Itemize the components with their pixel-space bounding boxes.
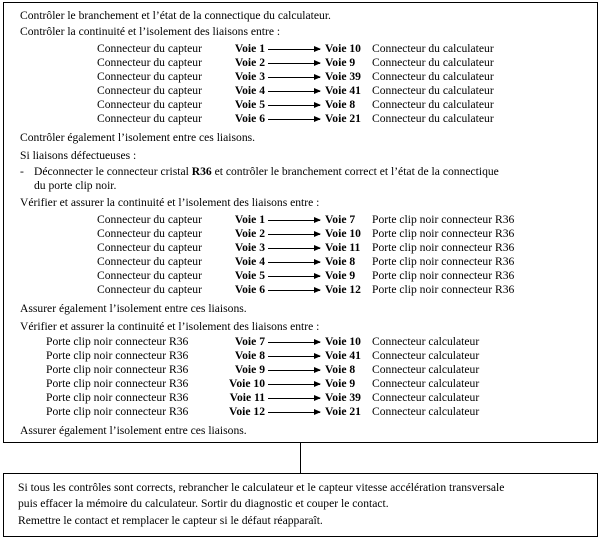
wiring-row	[4, 335, 594, 349]
target-voie: Voie 8	[325, 254, 356, 268]
source-connector: Connecteur du capteur	[97, 254, 202, 268]
wiring-row	[4, 283, 594, 297]
source-voie: Voie 1	[234, 42, 265, 55]
target-connector: Porte clip noir connecteur R36	[372, 282, 515, 296]
check-procedure-box	[3, 2, 598, 443]
arrow-right-icon	[268, 77, 320, 78]
arrow-right-icon	[268, 234, 320, 235]
arrow-right-icon	[268, 105, 320, 106]
source-connector: Connecteur du capteur	[97, 240, 202, 254]
wiring-row	[4, 213, 594, 227]
target-voie: Voie 9	[325, 268, 356, 282]
source-voie: Voie 4	[234, 83, 265, 97]
wiring-row	[4, 70, 594, 84]
target-connector: Connecteur calculateur	[372, 362, 480, 376]
source-voie: Voie 3	[234, 69, 265, 83]
target-voie: Voie 8	[325, 97, 356, 111]
target-connector: Connecteur calculateur	[372, 390, 480, 404]
source-connector: Connecteur du capteur	[97, 55, 202, 69]
source-connector: Connecteur du capteur	[97, 42, 202, 55]
target-voie: Voie 41	[325, 348, 361, 362]
connector-ref: R36	[191, 165, 212, 178]
source-voie: Voie 8	[234, 348, 265, 362]
result-box	[3, 473, 598, 537]
arrow-right-icon	[268, 119, 320, 120]
source-voie: Voie 4	[234, 254, 265, 268]
source-voie: Voie 6	[234, 111, 265, 125]
target-connector: Connecteur du calculateur	[372, 97, 494, 111]
source-voie: Voie 12	[229, 404, 265, 418]
source-connector: Porte clip noir connecteur R36	[46, 390, 189, 404]
arrow-right-icon	[268, 356, 320, 357]
isolation-text-2: Assurer également l’isolement entre ces liaisons.	[20, 302, 247, 315]
flow-connector-line	[300, 443, 301, 473]
source-voie: Voie 1	[234, 213, 265, 226]
source-connector: Connecteur du capteur	[97, 111, 202, 125]
wiring-row	[4, 56, 594, 70]
target-voie: Voie 11	[325, 240, 361, 254]
arrow-right-icon	[268, 220, 320, 221]
continuity-instruction-2: Vérifier et assurer la continuité et l’isolement des liaisons entre :	[20, 196, 320, 209]
source-connector: Connecteur du capteur	[97, 226, 202, 240]
arrow-right-icon	[268, 63, 320, 64]
result-line-1: Si tous les contrôles sont corrects, rebrancher le calculateur et le capteur vitesse accélération transversale	[18, 481, 505, 494]
source-connector: Connecteur du capteur	[97, 268, 202, 282]
arrow-right-icon	[268, 49, 320, 50]
arrow-right-icon	[268, 342, 320, 343]
target-connector: Porte clip noir connecteur R36	[372, 254, 515, 268]
continuity-instruction-1: Contrôler la continuité et l’isolement des liaisons entre :	[20, 25, 281, 38]
target-voie: Voie 10	[325, 42, 361, 55]
faulty-condition-text: Si liaisons défectueuses :	[20, 149, 137, 162]
target-voie: Voie 7	[325, 213, 356, 226]
source-voie: Voie 2	[234, 226, 265, 240]
arrow-right-icon	[268, 384, 320, 385]
target-voie: Voie 9	[325, 376, 356, 390]
disconnect-instruction-cont: du porte clip noir.	[34, 179, 117, 192]
wiring-row	[4, 363, 594, 377]
result-line-2: puis effacer la mémoire du calculateur. Sortir du diagnostic et couper le contact.	[18, 497, 389, 510]
target-connector: Connecteur calculateur	[372, 348, 480, 362]
target-connector: Connecteur du calculateur	[372, 111, 494, 125]
isolation-text-3: Assurer également l’isolement entre ces liaisons.	[20, 424, 247, 437]
target-connector: Porte clip noir connecteur R36	[372, 240, 515, 254]
target-voie: Voie 39	[325, 390, 361, 404]
source-voie: Voie 5	[234, 97, 265, 111]
source-voie: Voie 2	[234, 55, 265, 69]
source-connector: Porte clip noir connecteur R36	[46, 376, 189, 390]
arrow-right-icon	[268, 370, 320, 371]
arrow-right-icon	[268, 248, 320, 249]
target-voie: Voie 8	[325, 362, 356, 376]
target-connector: Connecteur du calculateur	[372, 83, 494, 97]
source-connector: Porte clip noir connecteur R36	[46, 362, 189, 376]
target-voie: Voie 21	[325, 404, 361, 418]
wiring-row	[4, 255, 594, 269]
arrow-right-icon	[268, 398, 320, 399]
target-connector: Connecteur du calculateur	[372, 55, 494, 69]
source-connector: Porte clip noir connecteur R36	[46, 335, 189, 348]
target-connector: Porte clip noir connecteur R36	[372, 213, 515, 226]
target-connector: Porte clip noir connecteur R36	[372, 226, 515, 240]
source-voie: Voie 10	[229, 376, 265, 390]
target-voie: Voie 10	[325, 335, 361, 348]
target-voie: Voie 21	[325, 111, 361, 125]
target-voie: Voie 10	[325, 226, 361, 240]
source-voie: Voie 6	[234, 282, 265, 296]
target-connector: Connecteur du calculateur	[372, 42, 494, 55]
wiring-row	[4, 349, 594, 363]
target-connector: Connecteur du calculateur	[372, 69, 494, 83]
target-voie: Voie 39	[325, 69, 361, 83]
source-voie: Voie 7	[234, 335, 265, 348]
source-connector: Porte clip noir connecteur R36	[46, 348, 189, 362]
wiring-row	[4, 227, 594, 241]
wiring-row	[4, 241, 594, 255]
wiring-row	[4, 269, 594, 283]
wiring-row	[4, 405, 594, 419]
source-voie: Voie 11	[229, 390, 265, 404]
arrow-right-icon	[268, 91, 320, 92]
isolation-text-1: Contrôler également l’isolement entre ces liaisons.	[20, 131, 256, 144]
continuity-instruction-3: Vérifier et assurer la continuité et l’isolement des liaisons entre :	[20, 320, 320, 333]
wiring-row	[4, 42, 594, 56]
target-voie: Voie 12	[325, 282, 361, 296]
wiring-row	[4, 112, 594, 126]
source-connector: Connecteur du capteur	[97, 83, 202, 97]
source-connector: Connecteur du capteur	[97, 282, 202, 296]
target-connector: Connecteur calculateur	[372, 404, 480, 418]
source-connector: Connecteur du capteur	[97, 213, 202, 226]
arrow-right-icon	[268, 276, 320, 277]
arrow-right-icon	[268, 412, 320, 413]
bullet-dash: -	[20, 165, 24, 178]
source-voie: Voie 5	[234, 268, 265, 282]
target-connector: Connecteur calculateur	[372, 335, 480, 348]
target-connector: Connecteur calculateur	[372, 376, 480, 390]
source-connector: Connecteur du capteur	[97, 69, 202, 83]
source-voie: Voie 3	[234, 240, 265, 254]
source-connector: Porte clip noir connecteur R36	[46, 404, 189, 418]
arrow-right-icon	[268, 290, 320, 291]
wiring-row	[4, 391, 594, 405]
intro-text: Contrôler le branchement et l’état de la connectique du calculateur.	[20, 9, 331, 22]
disconnect-instruction: Déconnecter le connecteur cristal R36 et contrôler le branchement correct et l’état de la connectique	[34, 165, 499, 178]
arrow-right-icon	[268, 262, 320, 263]
source-connector: Connecteur du capteur	[97, 97, 202, 111]
wiring-row	[4, 98, 594, 112]
wiring-row	[4, 84, 594, 98]
target-connector: Porte clip noir connecteur R36	[372, 268, 515, 282]
source-voie: Voie 9	[234, 362, 265, 376]
target-voie: Voie 41	[325, 83, 361, 97]
target-voie: Voie 9	[325, 55, 356, 69]
wiring-row	[4, 377, 594, 391]
result-line-3: Remettre le contact et remplacer le capteur si le défaut réapparaît.	[18, 514, 323, 527]
